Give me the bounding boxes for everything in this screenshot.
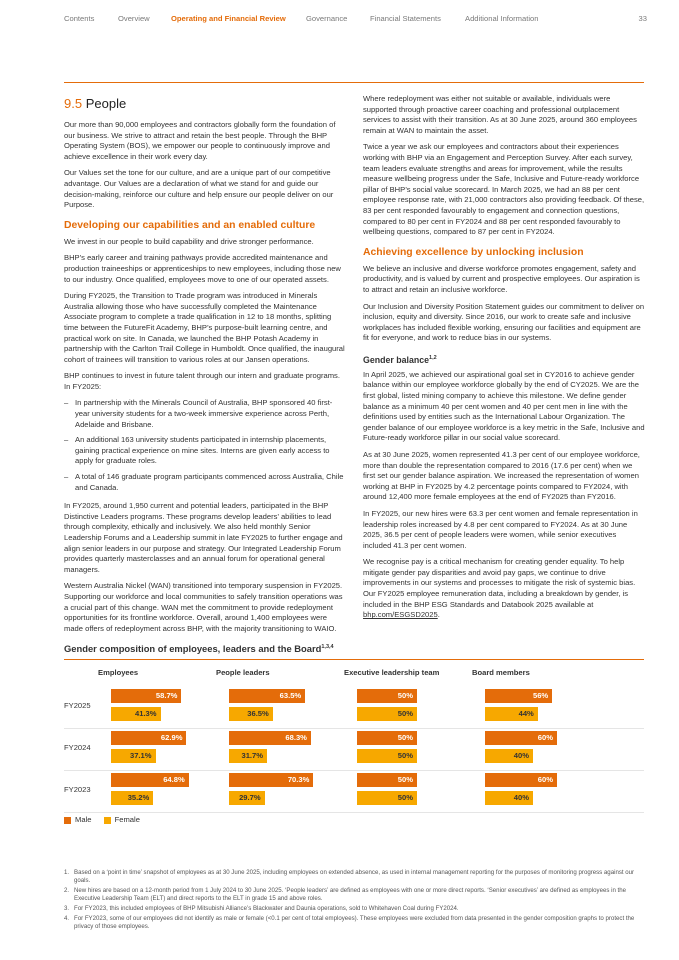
nav-contents[interactable]: Contents (64, 14, 95, 23)
nav-financial-statements[interactable]: Financial Statements (370, 14, 441, 23)
year-label-fy2025: FY2025 (64, 701, 91, 710)
bar-male-executive-leadership-team-fy2024: 50% (357, 731, 417, 745)
header-divider (64, 82, 644, 83)
paragraph: Twice a year we ask our employees and contractors about their experiences working with BHP via an Engagement and Perception Survey. After each survey, team leaders evaluate strengths and areas for improvement, while the results measure wellbeing progress under the Safe, Inclusive and Future-ready workforce pillar of BHP’s social value scorecard. In March 2025, we had an 88 per cent employee response rate, with 21,000 contractors also providing feedback. Of these, 83 per cent responded favourably to engagement and connection questions, compared to 80 per cent in FY2024 and 88 per cent responded favourably to wellbeing questions, compared to 87 per cent in FY2024. (363, 142, 645, 237)
bar-female-executive-leadership-team-fy2025: 50% (357, 707, 417, 721)
bar-female-board-members-fy2024: 40% (485, 749, 533, 763)
footnote-ref: 1,3,4 (321, 643, 334, 650)
nav-overview[interactable]: Overview (118, 14, 150, 23)
paragraph: Our more than 90,000 employees and contractors globally form the foundation of our business. We strive to attract and retain the best people. Through the BHP Operating System (BOS), we empower our people to continuously improve and achieve excellence in their work every day. (64, 120, 336, 161)
bar-male-people-leaders-fy2023: 70.3% (229, 773, 313, 787)
bar-female-executive-leadership-team-fy2024: 50% (357, 749, 417, 763)
page-number: 33 (638, 14, 647, 23)
paragraph: Our Values set the tone for our culture, and are a unique part of our competitive advantage. Our Values are a declaration of what we stand for and guide our decision-making, reinforce our culture and help ensure our people deliver on our Purpose. (64, 168, 334, 210)
year-label-fy2024: FY2024 (64, 743, 91, 752)
paragraph: We believe an inclusive and diverse workforce promotes engagement, safety and productivity, and is valued by current and prospective employees. Our aspiration is to attract and retain an inclusive workforce. (363, 263, 640, 294)
panel-label-people-leaders: People leaders (216, 668, 270, 677)
row-separator (64, 770, 644, 771)
legend-male (64, 815, 91, 824)
legend-swatch-male (64, 817, 71, 824)
bar-female-people-leaders-fy2023: 29.7% (229, 791, 265, 805)
bar-female-employees-fy2023: 35.2% (111, 791, 153, 805)
year-label-fy2023: FY2023 (64, 785, 91, 794)
footnote-ref: 1,2 (429, 354, 437, 361)
chart-title-text: Gender composition of employees, leaders and the Board (64, 643, 322, 654)
bar-male-employees-fy2025: 58.7% (111, 689, 181, 703)
paragraph: In April 2025, we achieved our aspirational goal set in CY2016 to achieve gender balance within our employee workforce globally by the end of CY2025. We are the first global, listed mining company to achieve this milestone. We define gender balance as a minimum 40 per cent women and 40 per cent men in line with the definitions used by entities such as the International Labour Organization. The gender balance of our employee workforce is a key metric in the Safe, Inclusive and Future-ready workforce pillar in our social value scorecard. (363, 369, 645, 443)
top-nav (64, 14, 647, 28)
footnote-text: Based on a ‘point in time’ snapshot of employees as at 30 June 2025, including employees on extended absence, as used in internal management reporting for the purposes of monitoring progress against our goals. (74, 869, 635, 884)
footnote: 2. New hires are based on a 12-month period from 1 July 2024 to 30 June 2025. ‘People leaders’ are defined as employees with one or more direct reports. ‘Senior executives’ are defined as employees in the Executive Leadership Team (ELT) and direct reports to the ELT in grade 15 and above roles. (64, 887, 627, 902)
left-column (64, 96, 346, 640)
panel-label-employees: Employees (98, 668, 139, 677)
list-item: – In partnership with the Minerals Council of Australia, BHP sponsored 40 first-year university students for a two-week immersive experience across Perth, Adelaide and Brisbane. (64, 398, 346, 430)
paragraph: BHP continues to invest in future talent through our intern and graduate programs. In FY2025: (64, 371, 340, 391)
footnote-text: For FY2023, this included employees of BHP Mitsubishi Alliance’s Blackwater and Daunia operations, sold to Whitehaven Coal during FY2024. (74, 905, 459, 912)
footnote-text: New hires are based on a 12-month period from 1 July 2024 to 30 June 2025. ‘People leaders’ are defined as employees with one or more direct reports. ‘Senior executives’ are defined as employees in the Executive Leadership Team (ELT) and direct reports to the ELT in grade 15 and above roles. (74, 887, 627, 902)
paragraph-text: We recognise pay is a critical mechanism for creating gender equality. To help mitigate gender pay disparities and avoid pay gaps, we continue to drive improvements in our systems and processes to mitigate the risk of systemic bias. Our FY2025 employee remuneration data, including a breakdown by gender, is included in the BHP ESG Standards and Databook 2025 available at (363, 557, 636, 609)
paragraph (363, 557, 645, 621)
heading-inclusion: Achieving excellence by unlocking inclusion (363, 246, 584, 258)
bar-female-people-leaders-fy2024: 31.7% (229, 749, 267, 763)
footnote: 4. For FY2023, some of our employees did not identify as male or female (<0.1 per cent of total employees). These employees were excluded from data presented in the gender composition graphs to protect the privacy of those employees. (64, 915, 635, 930)
paragraph-text-end: . (437, 610, 440, 620)
nav-governance[interactable]: Governance (306, 14, 348, 23)
bar-male-people-leaders-fy2024: 68.3% (229, 731, 311, 745)
footnote: 1. Based on a ‘point in time’ snapshot of employees as at 30 June 2025, including employees on extended absence, as used in internal management reporting for the purposes of monitoring progress against our goals. (64, 869, 635, 884)
paragraph: Our Inclusion and Diversity Position Statement guides our commitment to deliver on inclusion, equity and diversity. Since 2016, our work to create safe and inclusive workplaces has included flexible working, ensuring our facilities and equipment are fit for everyone, and work to reduce bias in our systems. (363, 301, 645, 343)
paragraph: Where redeployment was either not suitable or available, individuals were supported through proactive career coaching and professional outplacement services to assist with their transition. As at 30 June 2025, around 360 employees remain at WAN to maintain the asset. (363, 94, 637, 135)
section-number: 9.5 (64, 96, 83, 111)
list-item: – A total of 146 graduate program participants commenced across Australia, Chile and Canada. (64, 472, 346, 493)
bar-female-executive-leadership-team-fy2023: 50% (357, 791, 417, 805)
list-item: – An additional 163 university students participated in internship placements, gaining practical experience on mine sites. Interns are given early access to apply for graduate roles. (64, 435, 346, 467)
right-column (363, 94, 645, 627)
bar-female-board-members-fy2023: 40% (485, 791, 533, 805)
legend-swatch-female (104, 817, 111, 824)
paragraph: In FY2025, around 1,950 current and potential leaders, participated in the BHP Distinctive Leaders programs. These programs develop leaders’ abilities to lead through complexity, ethically and inclusively. We also held monthly Senior Leadership Forums and a Leadership summit in late FY2025 to further engage and align senior leaders in our purpose and strategy. Our Integrated Leadership Forum provides quarterly masterclasses and an annual forum for operational general managers. (64, 501, 343, 574)
bar-female-employees-fy2025: 41.3% (111, 707, 161, 721)
legend-female (104, 815, 140, 824)
panel-label-board-members: Board members (472, 668, 530, 677)
bar-female-employees-fy2024: 37.1% (111, 749, 156, 763)
bar-female-board-members-fy2025: 44% (485, 707, 538, 721)
bar-male-employees-fy2024: 62.9% (111, 731, 186, 745)
panel-label-executive-leadership-team: Executive leadership team (344, 668, 440, 677)
bar-male-board-members-fy2023: 60% (485, 773, 557, 787)
legend-label: Male (75, 815, 92, 824)
footnote: 3. For FY2023, this included employees of BHP Mitsubishi Alliance’s Blackwater and Daunia operations, sold to Whitehaven Coal during FY2024. (64, 905, 459, 912)
program-list (64, 398, 346, 493)
chart-legend (64, 815, 150, 824)
bar-male-executive-leadership-team-fy2025: 50% (357, 689, 417, 703)
paragraph: We invest in our people to build capability and drive stronger performance. (64, 236, 314, 246)
heading-capabilities: Developing our capabilities and an enabled culture (64, 219, 316, 231)
bar-male-employees-fy2023: 64.8% (111, 773, 189, 787)
row-separator (64, 812, 644, 813)
paragraph: As at 30 June 2025, women represented 41.3 per cent of our employee workforce, more than double the representation compared to 2016 (17.6 per cent) when we first set our gender balance aspiration. We increased the representation of women working at BHP in FY2025 by 4.2 percentage points compared to FY2024, with around 12,400 more female employees at the end of FY2025 than FY2016. (363, 449, 640, 502)
heading-gender-balance (363, 352, 645, 366)
nav-additional-information[interactable]: Additional Information (465, 14, 539, 23)
bar-male-board-members-fy2024: 60% (485, 731, 557, 745)
section-title (64, 96, 346, 112)
bar-male-executive-leadership-team-fy2023: 50% (357, 773, 417, 787)
nav-operating-financial-review[interactable]: Operating and Financial Review (171, 14, 286, 23)
section-name: People (85, 96, 127, 111)
row-separator (64, 728, 644, 729)
chart-divider (64, 659, 644, 660)
bar-male-people-leaders-fy2025: 63.5% (229, 689, 305, 703)
paragraph: During FY2025, the Transition to Trade program was introduced in Minerals Australia allowing those who have successfully completed the Maintenance Associate program to complete a trade qualification in 12 to 18 months, splitting time between the FutureFit Academy, BHP’s purpose-built learning centre, and practical work on site. In Canada, we launched the BHP Potash Academy in partnership with the Carlton Trail College in Humboldt. Once qualified, the inaugural cohort of trainees will transition to various roles at our Jansen operations. (64, 291, 345, 364)
paragraph: In FY2025, our new hires were 63.3 per cent women and female representation in leadership roles increased by 4.8 per cent compared to FY2024. As at 30 June 2025, 36.5 per cent of people leaders were women, while senior executives included 41.3 per cent women. (363, 508, 638, 550)
esg-databook-link[interactable]: bhp.com/ESGSD2025 (363, 610, 438, 620)
footnote-text: For FY2023, some of our employees did not identify as male or female (<0.1 per cent of total employees). These employees were excluded from data presented in the gender composition graphs to protect the privacy of those employees. (74, 915, 635, 930)
legend-label: Female (114, 815, 140, 824)
bar-female-people-leaders-fy2025: 36.5% (229, 707, 273, 721)
paragraph: Western Australia Nickel (WAN) transitioned into temporary suspension in FY2025. Supporting our workforce and local communities to safely transition operations was a crucial part of this change. WAN met the commitment to provide redeployment opportunities for its frontline workforce. Overall, around 1,400 employees were made offers of redeployment across BHP, with the majority transitioning to WAIO. (64, 581, 343, 633)
heading-gender-text: Gender balance (363, 354, 430, 365)
chart-title (64, 643, 334, 654)
footnotes (64, 869, 644, 933)
paragraph: BHP’s early career and training pathways provide accredited maintenance and production traineeships or apprenticeships to new employees, including those new to our industry. Once qualified, employees move to one of our operated assets. (64, 253, 341, 284)
bar-male-board-members-fy2025: 56% (485, 689, 552, 703)
